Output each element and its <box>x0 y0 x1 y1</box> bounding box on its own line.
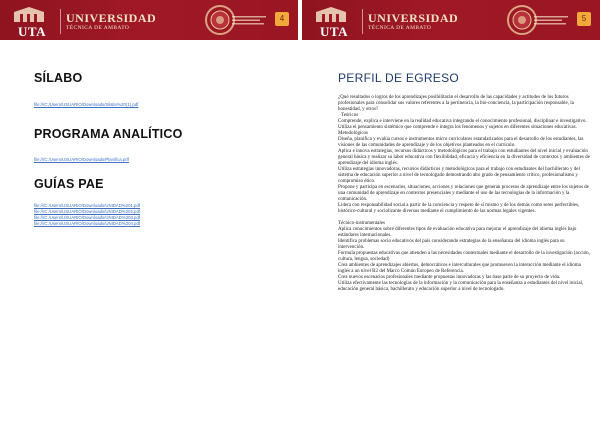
slide-page-5 <box>302 0 600 424</box>
intro-paragraph: ¿Qué resultados o logros de los aprendizajes posibilitarán el desarrollo de las capacidades y actitudes de los futuros profesionales para consolidar sus valores referentes a la pertinencia, la bio-conciencia, la participación responsable, la honestidad, y otros? <box>338 95 574 112</box>
outcome-paragraph: Crea nuevos escenarios profesionales mediante propuestas innovadoras y las base parte de su proyecto de vida. <box>338 275 561 280</box>
faculty-name-mark <box>532 15 572 26</box>
programa-analitico-link[interactable]: file:///C:/Users/USUARIO/Downloads/Planifica.pdf <box>34 157 129 162</box>
guia-unidad-3-link[interactable]: file:///C:/Users/USUARIO/Downloads/UNIDAD%203.pdf <box>34 215 141 220</box>
outcome-paragraph: Diseña, planifica y evalúa cursos e instrumentos micro curriculares estandarizados para el desarrollo de los estudiantes, las visiones de las comunidades de aprendizaje y de los objetivos planteados en el currículo. <box>338 137 584 148</box>
outcome-paragraph: Identifica problemas socio educativos del país considerando estrategias de la enseñanza del idioma inglés para su intervención. <box>338 239 565 250</box>
section-label-metodologicos: Metodológicos <box>338 131 368 136</box>
outcome-paragraph: Propone y participa en escenarios, situaciones, acciones y relaciones que generan procesos de aprendizaje entre los sujetos de una comunidad de aprendizaje en contextos presenciales y mediante el uso de las tecnologías de la información y la comunicación. <box>338 185 589 202</box>
perfil-egreso-title: PERFIL DE EGRESO <box>338 71 460 85</box>
uta-logo-text: UTA <box>18 24 46 39</box>
page-number-badge: 5 <box>577 12 591 26</box>
header-divider <box>362 9 363 34</box>
outcome-paragraph: Aplica conocimientos sobre diferentes tipos de evaluación educativa para mejorar el aprendizaje del idioma inglés bajo estándares internacionales. <box>338 227 577 238</box>
university-subtitle: TÉCNICA DE AMBATO <box>368 25 432 31</box>
university-subtitle: TÉCNICA DE AMBATO <box>66 25 130 31</box>
guia-unidad-2-link[interactable]: file:///C:/Users/USUARIO/Downloads/UNIDAD%202.pdf <box>34 209 141 214</box>
page-number-badge: 4 <box>275 12 289 26</box>
outcome-paragraph: Crea ambientes de aprendizajes abiertos, democráticos e interculturales que promueven la interacción mediante el idioma inglés a un nivel B2 del Marco Común Europeo de Referencia. <box>338 263 581 274</box>
section-label-teoricos: Teóricos <box>341 113 359 118</box>
section-label-tecnico-instrumentales: Técnico-instrumentales <box>338 221 385 226</box>
outcome-paragraph: Utiliza efectivamente las tecnologías de la información y la comunicación para la enseñanza a estudiantes del nivel inicial, educación general básica, bachillerato y educación superior a nivel de tecnologado. <box>338 281 584 292</box>
silabo-link[interactable]: file:///C:/Users/USUARIO/Downloads/Silabo%20(1).pdf <box>34 102 139 107</box>
perfil-egreso-content <box>338 95 590 293</box>
header-banner <box>302 0 600 40</box>
outcome-paragraph: Formula propuestas educativas que atienden a las necesidades contextuales mediante el desarrollo de la investigación (acción, cultura, lengua, sociedad) <box>338 251 590 262</box>
slide-page-4 <box>0 0 298 424</box>
outcome-paragraph: Comprende, explica e interviene en la realidad educativa integrando el conocimiento profesional, disciplinar e investigativo. <box>338 119 587 124</box>
guia-unidad-1-link[interactable]: file:///C:/Users/USUARIO/Downloads/UNIDAD%201.pdf <box>34 203 141 208</box>
guia-unidad-4-link[interactable]: file:///C:/Users/USUARIO/Downloads/UNIDAD%204.pdf <box>34 221 141 226</box>
header-divider <box>60 9 61 34</box>
university-title: UNIVERSIDAD <box>66 11 157 25</box>
outcome-paragraph: Lidera con responsabilidad social a partir de la conciencia y respeto de sí mismo y de los demás como seres perfectibles, histórico-cultural y sociolizante diversos mediante el cumplimiento de las normas legales vigentes. <box>338 203 580 214</box>
university-building-icon <box>12 6 46 22</box>
outcome-paragraph: Utiliza el pensamiento sistémico que comprende e integra los fenómenos y sujetos en diferentes situaciones educativas. <box>338 125 577 130</box>
header-banner <box>0 0 298 40</box>
silabo-heading: SÍLABO <box>34 71 83 85</box>
faculty-name-mark <box>230 15 270 26</box>
outcome-paragraph: Utiliza estrategias innovadoras, recursos didácticos y metodológicos para el trabajo con estudiantes del bachillerato y del sistema de educación superior a nivel de tecnologado demostrando alto grado de pensamiento crítico, profesionalismo y compromiso ético. <box>338 167 580 184</box>
programa-analitico-heading: PROGRAMA ANALÍTICO <box>34 127 183 141</box>
outcome-paragraph: Aplica e innova estrategias, recursos didácticos y metodológicos para el trabajo con estudiantes del nivel inicial y evaluación general básica y realizar su labor educativa con flexibilidad, eficacia y eficiencia en la diversidad de contextos y ambientes de aprendizaje del idioma inglés. <box>338 149 590 166</box>
uta-logo-text: UTA <box>320 24 348 39</box>
guias-pae-heading: GUÍAS PAE <box>34 177 104 191</box>
university-title: UNIVERSIDAD <box>368 11 459 25</box>
university-building-icon <box>314 6 348 22</box>
